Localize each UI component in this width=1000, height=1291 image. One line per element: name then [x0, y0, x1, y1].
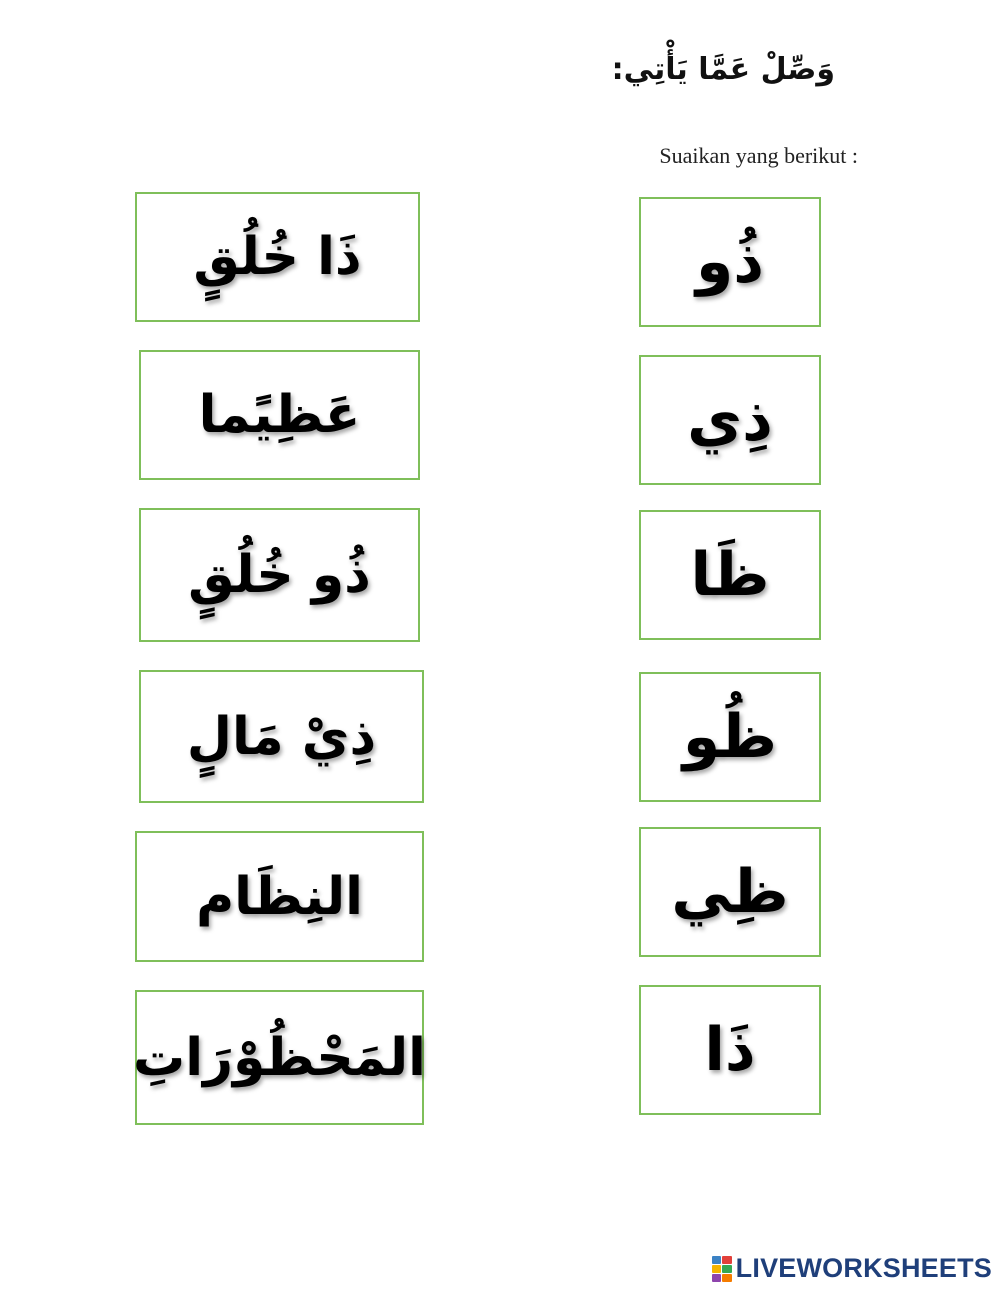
card-text: ظِي [671, 857, 789, 927]
card-text: ذِي [687, 385, 773, 455]
card-text: المَحْظُوْرَاتِ [133, 1027, 426, 1088]
left-card[interactable] [139, 350, 420, 480]
card-text: ظُو [682, 702, 778, 772]
instruction-title-arabic: وَصِّلْ عَمَّا يَأْتِي: [611, 52, 835, 87]
card-text: ذَا خُلُقٍ [193, 227, 362, 287]
card-text: ذُو [695, 227, 765, 297]
instruction-subtitle: Suaikan yang berikut : [659, 143, 858, 168]
left-card[interactable] [135, 990, 424, 1125]
right-card[interactable] [639, 827, 821, 957]
right-card[interactable] [639, 672, 821, 802]
left-card[interactable] [135, 192, 420, 322]
liveworksheets-logo-icon [712, 1256, 732, 1282]
left-card[interactable] [135, 831, 424, 962]
liveworksheets-logo-text: LIVEWORKSHEETS [735, 1253, 992, 1283]
card-text: النِظَام [196, 866, 363, 927]
card-text: ذَا [704, 1015, 756, 1085]
liveworksheets-logo[interactable] [712, 1253, 992, 1284]
card-text: ذِيْ مَالٍ [186, 706, 377, 767]
card-text: عَظِيًما [198, 385, 361, 445]
card-text: ظَا [690, 540, 770, 610]
left-card[interactable] [139, 670, 424, 803]
card-text: ذُو خُلُقٍ [188, 545, 371, 605]
right-card[interactable] [639, 510, 821, 640]
right-card[interactable] [639, 985, 821, 1115]
right-card[interactable] [639, 355, 821, 485]
left-card[interactable] [139, 508, 420, 642]
right-card[interactable] [639, 197, 821, 327]
